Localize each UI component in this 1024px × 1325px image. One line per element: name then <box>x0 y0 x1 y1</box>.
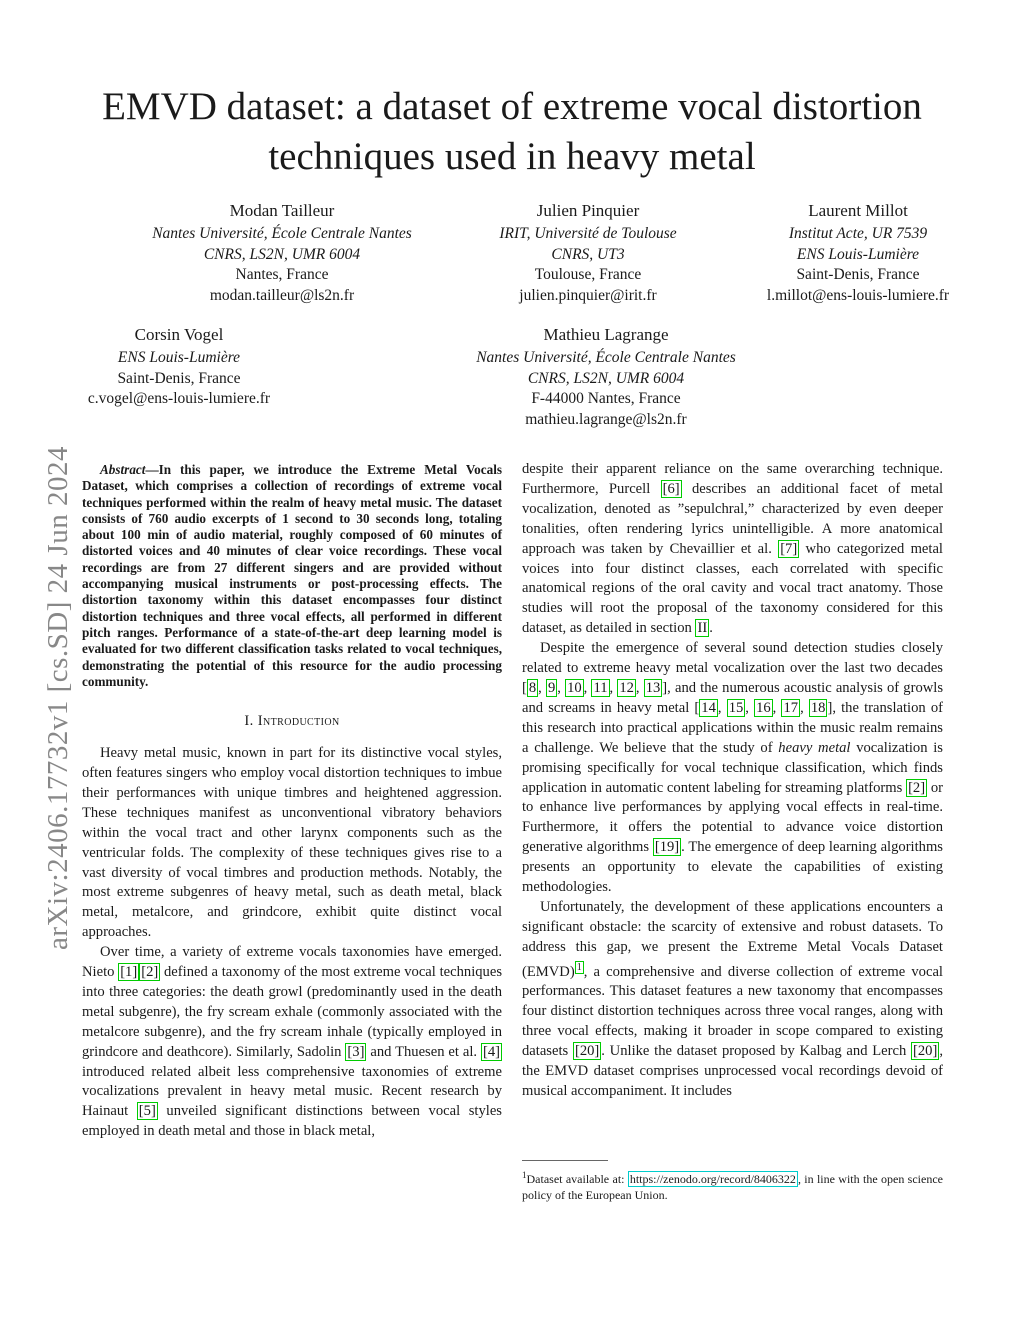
citation-link[interactable]: [5] <box>138 1103 156 1120</box>
citation-link[interactable]: 10 <box>567 679 582 696</box>
left-column <box>82 462 502 1142</box>
intro-paragraph-1: Heavy metal music, known in part for its distinctive vocal styles, often features singers who employ vocal distortion techniques to imbue their performances with unique timbres and heightened aggression. These techniques manifest as unconventional vibratory behaviors within the vocal tract and other larynx components such as the ventricular folds. The complexity of these techniques gives rise to a vast diversity of vocal timbres and production methods. Notably, the most extreme subgenres of heavy metal, such as death metal, black metal, metalcore, and grindcore, exhibit quite distinct vocal approaches. <box>82 745 502 941</box>
author-block-3 <box>734 200 982 306</box>
intro-paragraph-2: Over time, a variety of extreme vocals taxonomies have emerged. Nieto [1] [2] defined a taxonomy of the most extreme vocal techniques into three categories: the death growl (predominantly used in the death metal subgenre), the fry scream exhale (commonly associated with the metalcore subgenre), and the fry scream inhale (typically employed in grindcore and deathcore). Similarly, Sadolin [3] and Thuesen et al. [4] introduced related albeit less comprehensive taxonomies of extreme vocalizations prevalent in heavy metal music. Recent research by Hainaut [5] unveiled significant distinctions between vocal styles employed in death metal and those in black metal, <box>82 944 502 1140</box>
section-title: Introduction <box>257 713 340 730</box>
author-block-4 <box>70 324 288 410</box>
author-name: Modan Tailleur <box>229 201 335 220</box>
author-name: Laurent Millot <box>808 201 908 220</box>
author-city: Nantes, France <box>235 266 329 284</box>
author-email: julien.pinquier@irit.fr <box>519 286 657 304</box>
citation-link[interactable]: [3] <box>347 1043 365 1060</box>
citation-link[interactable]: [7] <box>780 540 798 557</box>
author-affiliation: CNRS, LS2N, UMR 6004 <box>527 369 685 387</box>
abstract <box>82 462 502 690</box>
citation-link[interactable]: 13 <box>645 679 661 696</box>
author-city: Saint-Denis, France <box>117 369 241 387</box>
citation-link[interactable]: 14 <box>701 699 716 716</box>
abstract-lead: Abstract <box>100 462 146 477</box>
footnote-mark-link[interactable]: 1 <box>576 961 582 973</box>
dataset-url-link[interactable]: https://zenodo.org/record/8406322 <box>629 1172 796 1186</box>
author-block-2 <box>458 200 718 306</box>
author-name: Mathieu Lagrange <box>543 325 669 344</box>
right-column <box>522 460 943 1102</box>
citation-link[interactable]: [2] <box>141 964 159 981</box>
citation-link[interactable]: [2] <box>908 779 926 796</box>
section-number: I. <box>244 713 258 730</box>
author-affiliation: CNRS, UT3 <box>551 245 625 263</box>
section-heading-introduction <box>82 712 502 732</box>
citation-link[interactable]: 8 <box>528 679 537 696</box>
author-affiliation: Nantes Université, École Centrale Nantes <box>152 225 412 242</box>
arxiv-side-stamp: arXiv:2406.17732v1 [cs.SD] 24 Jun 2024 <box>42 446 74 950</box>
paper-title: EMVD dataset: a dataset of extreme vocal distortion techniques used in heavy metal <box>102 85 922 178</box>
citation-link[interactable]: 12 <box>619 679 634 696</box>
author-email: modan.tailleur@ls2n.fr <box>209 286 355 304</box>
citation-link[interactable]: [20] <box>574 1043 600 1060</box>
intro-paragraph-5: Unfortunately, the development of these applications encounters a significant obstacle: the scarcity of extensive and robust datasets. To address this gap, we present the Extreme Metal Vocals Dataset (EMVD) $^1$ , a comprehensive and diverse collection of extreme vocal performances. This dataset features a new taxonomy that encompasses four distinct distortion techniques across three vocal ranges, along with three vocal effects, making it broader in scope compared to existing datasets [20] . Unlike the dataset proposed by Kalbag and Lerch [20] , the EMVD dataset comprises unprocessed vocal recordings devoid of musical accompaniment. It includes <box>522 898 943 1099</box>
abstract-text: —In this paper, we introduce the Extreme Metal Vocals Dataset, which comprises a collection of recordings of extreme vocal techniques performed within the realm of heavy metal music. The dataset consists of 760 audio excerpts of 1 second to 30 seconds long, totaling about 100 min of audio material, roughly composed of 60 minutes of distorted voices and 40 minutes of clear voice recordings. These vocal recordings are from 27 different singers and are provided without accompanying musical instruments or post-processing effects. The distortion taxonomy within this dataset encompasses four distinct distortion techniques and three vocal effects, all performed in different pitch ranges. Performance of a state-of-the-art deep learning model is evaluated for two different classification tasks related to vocal techniques, demonstrating the potential of this resource for the audio processing community. <box>82 462 502 689</box>
citation-link[interactable]: 17 <box>783 699 799 716</box>
author-affiliation: CNRS, LS2N, UMR 6004 <box>203 245 361 263</box>
citation-link[interactable]: 9 <box>547 679 556 696</box>
author-affiliation: IRIT, Université de Toulouse <box>499 225 677 242</box>
author-affiliation: ENS Louis-Lumière <box>796 245 920 263</box>
author-city: Toulouse, France <box>534 266 642 284</box>
citation-link[interactable]: [19] <box>654 839 680 856</box>
citation-link[interactable]: [20] <box>913 1043 938 1060</box>
author-city: Saint-Denis, France <box>796 266 920 284</box>
footnote-rule <box>522 1160 608 1161</box>
author-block-1 <box>130 200 434 306</box>
author-name: Corsin Vogel <box>134 325 224 344</box>
citation-link[interactable]: [6] <box>662 480 680 497</box>
author-name: Julien Pinquier <box>536 201 640 220</box>
author-city: F-44000 Nantes, France <box>531 390 681 408</box>
intro-paragraph-4: Despite the emergence of several sound detection studies closely related to extreme heavy metal vocalization over the last two decades [ 8 , 9 , 10 , 11 , 12 , 13 ], and the numerous acoustic analysis of growls and screams in heavy metal [ 14 , 15 , 16 , 17 , 18 ], the translation of this research into practical applications within the music realm remains a challenge. We believe that the study of heavy metal vocalization is promising specifically for vocal technique classification, which finds application in automatic content labeling for streaming platforms [2] or to enhance live performances by applying vocal effects in real-time. Furthermore, it offers the potential to advance voice distortion generative algorithms [19] . The emergence of deep learning algorithms presents an opportunity to elevate the capabilities of existing methodologies. <box>522 640 944 896</box>
author-affiliation: Institut Acte, UR 7539 <box>788 225 928 242</box>
citation-link[interactable]: 11 <box>593 679 608 696</box>
author-email: mathieu.lagrange@ls2n.fr <box>525 410 687 428</box>
section-link[interactable]: II <box>697 620 708 637</box>
author-email: l.millot@ens-louis-lumiere.fr <box>766 286 950 304</box>
citation-link[interactable]: [1] <box>120 964 138 981</box>
citation-link[interactable]: 15 <box>728 699 744 716</box>
emphasis-text: heavy metal <box>778 739 851 756</box>
citation-link[interactable]: 16 <box>756 699 771 716</box>
author-affiliation: Nantes Université, École Centrale Nantes <box>476 349 736 366</box>
citation-link[interactable]: 18 <box>810 699 826 716</box>
intro-paragraph-3: despite their apparent reliance on the same overarching technique. Furthermore, Purcell [6] describes an additional facet of metal vocalization, denoted as ”sepulchral,” characterized by even deeper tonalities, often rendering lyrics unintelligible. A more anatomical approach was taken by Chevaillier et al. [7] who categorized metal voices into four distinct classes, each correlated with specific anatomical regions of the oral cavity and vocal tract anatomy. Those studies will root the proposal of the taxonomy considered for this dataset, as detailed in section II . <box>522 461 943 637</box>
author-affiliation: ENS Louis-Lumière <box>117 349 241 366</box>
footnote: $^1$Dataset available at: https://zenodo.org/record/8406322 , in line with the open science policy of the European Union. <box>522 1170 943 1202</box>
footnote-number: 1 <box>522 1170 527 1180</box>
author-email: c.vogel@ens-louis-lumiere.fr <box>87 390 271 408</box>
citation-link[interactable]: [4] <box>482 1043 500 1060</box>
author-block-5 <box>456 324 756 430</box>
